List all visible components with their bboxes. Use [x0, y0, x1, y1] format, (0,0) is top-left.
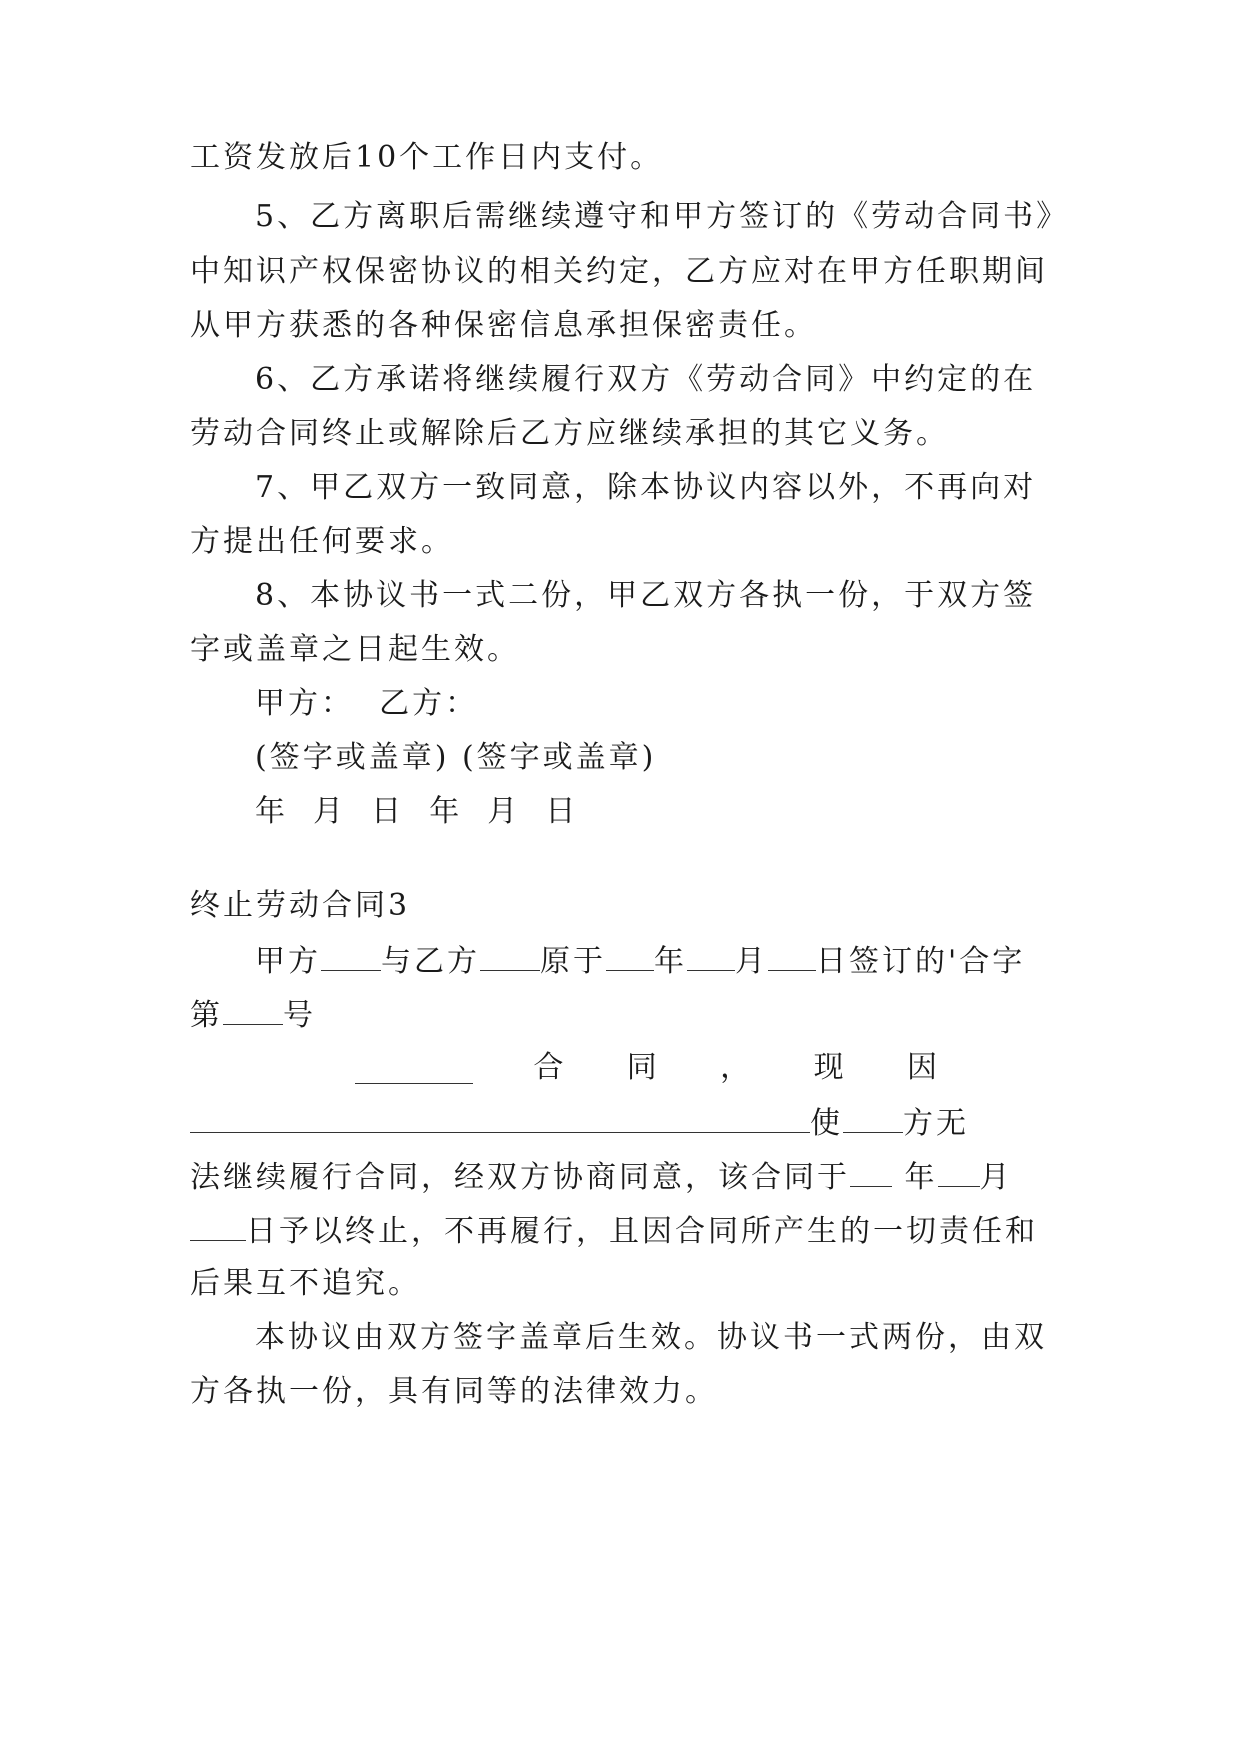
paragraph-line: 工资发放后10个工作日内支付。 — [190, 140, 664, 175]
contract-text: 号 — [283, 998, 316, 1033]
contract-line-7: 后果互不追究。 — [190, 1266, 421, 1301]
contract-text: 日签订的'合字 — [816, 944, 1026, 979]
signature-parties: 甲方： 乙方： — [255, 686, 479, 721]
paragraph-line: 从甲方获悉的各种保密信息承担保密责任。 — [190, 308, 817, 343]
signature-seal: (签字或盖章) (签字或盖章) — [255, 740, 657, 775]
contract-text: 第 — [190, 998, 223, 1033]
contract-text: 同 — [626, 1050, 660, 1085]
fill-blank — [938, 1156, 980, 1187]
contract-text: 法继续履行合同，经双方协商同意，该合同于 — [190, 1160, 850, 1195]
fill-blank — [843, 1102, 903, 1133]
contract-text: 现 — [813, 1050, 847, 1085]
contract-line-5 — [190, 1156, 1050, 1196]
contract-text: 日予以终止，不再履行，且因合同所产生的一切责任和 — [246, 1214, 1038, 1249]
contract-text: 方无 — [903, 1106, 969, 1141]
paragraph-line: 方提出任何要求。 — [190, 524, 454, 559]
contract-text: 因 — [906, 1050, 940, 1085]
fill-blank — [321, 940, 381, 971]
contract-text: 月 — [979, 1160, 1013, 1195]
contract-text: ， — [720, 1050, 754, 1085]
fill-blank — [223, 994, 283, 1025]
fill-blank — [850, 1156, 892, 1187]
fill-blank — [480, 940, 540, 971]
contract-line-1 — [255, 940, 1050, 980]
contract-text: 甲方 — [255, 944, 321, 979]
fill-blank — [355, 1053, 473, 1084]
fill-blank — [606, 940, 654, 971]
contract-line-2 — [190, 994, 1050, 1034]
fill-blank — [768, 940, 816, 971]
contract-line-8: 本协议由双方签字盖章后生效。协议书一式两份，由双 — [255, 1320, 1047, 1355]
clause-8-line: 8、本协议书一式二份，甲乙双方各执一份，于双方签 — [255, 578, 1037, 613]
contract-text: 年 — [654, 944, 687, 979]
clause-5-line: 5、乙方离职后需继续遵守和甲方签订的《劳动合同书》 — [255, 199, 1070, 234]
contract-text: 月 — [735, 944, 768, 979]
paragraph-line: 劳动合同终止或解除后乙方应继续承担的其它义务。 — [190, 416, 949, 451]
fill-blank — [190, 1210, 246, 1241]
fill-blank — [687, 940, 735, 971]
contract-line-3 — [355, 1048, 940, 1088]
contract-text: 与乙方 — [381, 944, 480, 979]
contract-line-9: 方各执一份，具有同等的法律效力。 — [190, 1374, 718, 1409]
contract-text: 原于 — [540, 944, 606, 979]
fill-blank — [190, 1102, 810, 1133]
contract-text: 使 — [810, 1106, 843, 1141]
paragraph-line: 字或盖章之日起生效。 — [190, 632, 520, 667]
contract-text: 合 — [533, 1050, 567, 1085]
section-title: 终止劳动合同3 — [190, 888, 411, 923]
contract-text: 年 — [904, 1160, 938, 1195]
signature-date: 年 月 日 年 月 日 — [255, 794, 579, 829]
contract-line-6 — [190, 1210, 1050, 1250]
clause-7-line: 7、甲乙双方一致同意，除本协议内容以外，不再向对 — [255, 470, 1037, 505]
paragraph-line: 中知识产权保密协议的相关约定，乙方应对在甲方任职期间 — [190, 254, 1048, 289]
contract-line-4 — [190, 1102, 1050, 1142]
clause-6-line: 6、乙方承诺将继续履行双方《劳动合同》中约定的在 — [255, 362, 1037, 397]
